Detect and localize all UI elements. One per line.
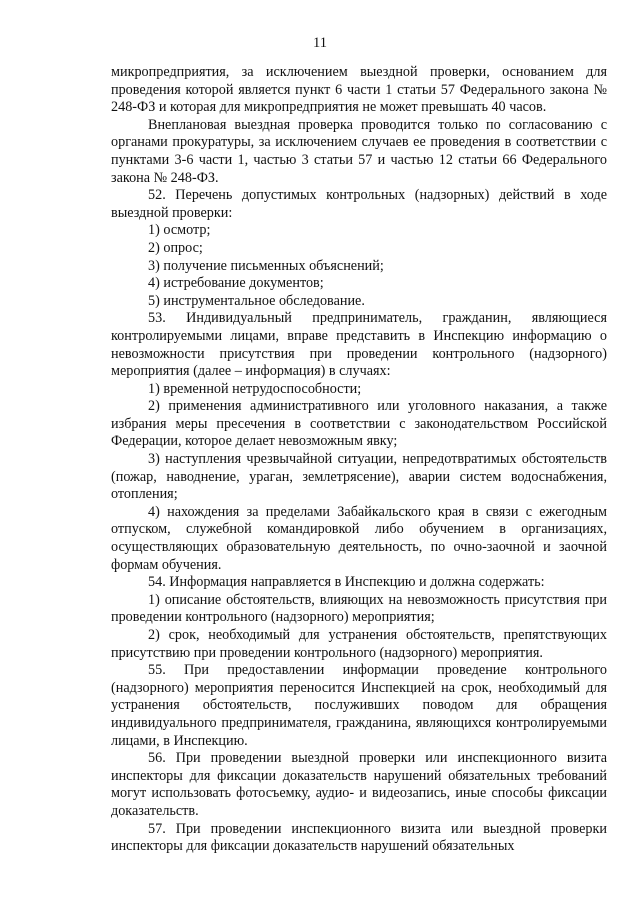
list-item-instrumental: 5) инструментальное обследование. (148, 292, 365, 309)
list-item-explanations: 3) получение письменных объяснений; (148, 257, 384, 274)
paragraph-53: 53. Индивидуальный предприниматель, гражданин, являющиеся контролируемыми лицами, вправе представить в Инспекцию информацию о невозможности присутствия при проведении контрольного (надзорного) мероприятия (далее – информация) в случаях: (111, 310, 607, 380)
list-item-disability: 1) временной нетрудоспособности; (148, 380, 362, 397)
paragraph-continuation: микропредприятия, за исключением выездной проверки, основанием для проведения которой является пункт 6 части 1 статьи 57 Федерального закона № 248-ФЗ и которая для микропредприятия не может превышать 40 часов. (111, 64, 607, 116)
list-item-documents: 4) истребование документов; (148, 275, 324, 292)
paragraph-55: 55. При предоставлении информации проведение контрольного (надзорного) мероприятия переносится Инспекцией на срок, необходимый для устранения обстоятельств, послуживших поводом для обращения индивидуального предпринимателя, гражданина, являющихся контролируемыми лицами, в Инспекцию. (111, 662, 607, 749)
list-item-survey: 2) опрос; (148, 239, 203, 256)
list-item-emergency: 3) наступления чрезвычайной ситуации, непредотвратимых обстоятельств (пожар, наводнение, ураган, землетрясение), аварии систем водоснабжения, отопления; (111, 451, 607, 503)
paragraph-52: 52. Перечень допустимых контрольных (надзорных) действий в ходе выездной проверки: (111, 187, 607, 221)
list-item-punishment: 2) применения административного или уголовного наказания, а также избрания меры пресечения в соответствии с законодательством Российской Федерации, которое делает невозможным явку; (111, 398, 607, 450)
list-item-term: 2) срок, необходимый для устранения обстоятельств, препятствующих присутствию при проведении контрольного (надзорного) мероприятия. (111, 627, 607, 661)
paragraph-57: 57. При проведении инспекционного визита или выездной проверки инспекторы для фиксации доказательств нарушений обязательных (111, 820, 607, 855)
list-item-absence: 4) нахождения за пределами Забайкальского края в связи с ежегодным отпуском, служебной командировкой либо обучением в организациях, осуществляющих образовательную деятельность, по очно-заочной и заочной формам обучения. (111, 503, 607, 573)
list-item-description: 1) описание обстоятельств, влияющих на невозможность присутствия при проведении контрольного (надзорного) мероприятия; (111, 591, 607, 626)
page-number: 11 (313, 35, 327, 51)
paragraph-54: 54. Информация направляется в Инспекцию и должна содержать: (148, 574, 545, 591)
paragraph-unscheduled-inspection: Внеплановая выездная проверка проводится только по согласованию с органами прокуратуры, за исключением случаев ее проведения в соответствии с пунктами 3-6 части 1, частью 3 статьи 57 и частью 12 статьи 66 Федерального закона № 248-ФЗ. (111, 116, 607, 186)
list-item-inspection: 1) осмотр; (148, 222, 211, 239)
paragraph-56: 56. При проведении выездной проверки или инспекционного визита инспекторы для фиксации доказательств нарушений обязательных требований могут использовать фотосъемку, аудио- и видеозапись, иные способы фиксации доказательств. (111, 750, 607, 819)
document-body (111, 64, 607, 856)
